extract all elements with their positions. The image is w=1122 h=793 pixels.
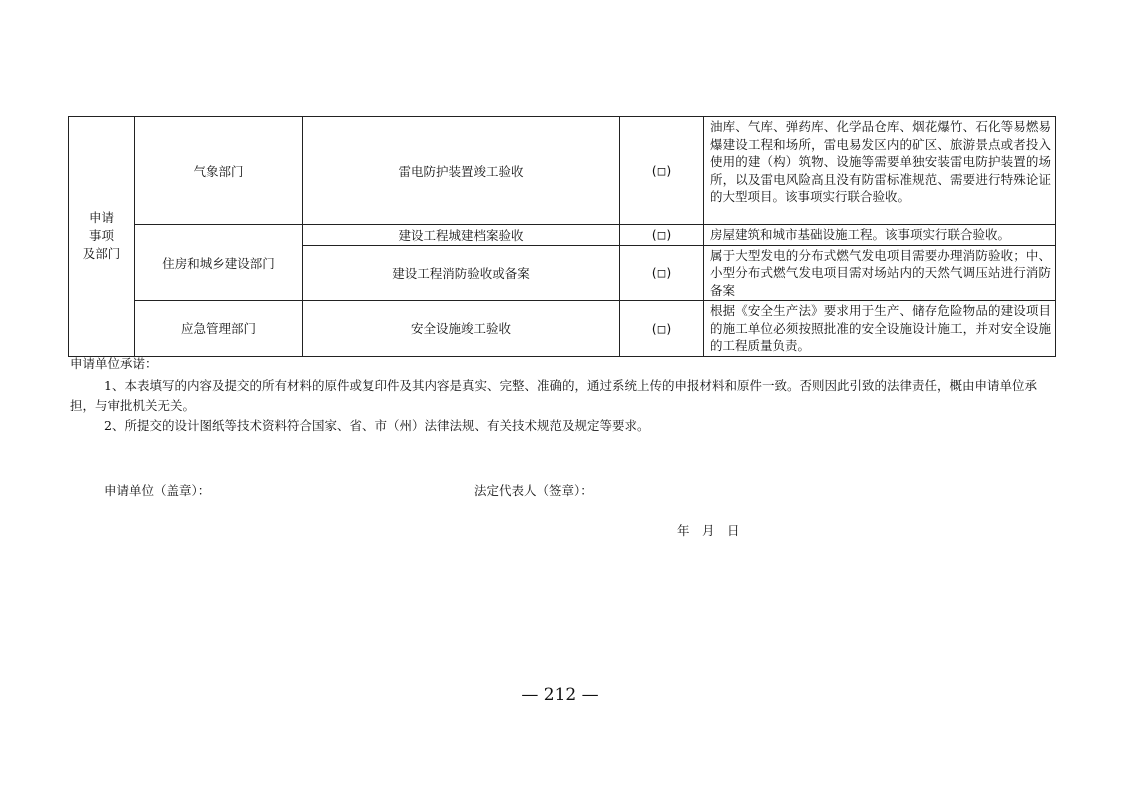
applicant-seal-label: 申请单位（盖章）： — [104, 483, 211, 498]
category-label — [69, 117, 135, 357]
checkbox[interactable]: (□) — [620, 245, 704, 301]
date-label: 年 月 日 — [677, 523, 740, 538]
commitment-title: 申请单位承诺： — [70, 356, 158, 371]
commitment-item-2: 2、所提交的设计图纸等技术资料符合国家、省、市（州）法律法规、有关技术规范及规定等要求。 — [104, 418, 650, 433]
checkbox[interactable]: (□) — [620, 117, 704, 225]
dept-cell: 应急管理部门 — [135, 301, 303, 357]
dept-cell: 住房和城乡建设部门 — [135, 225, 303, 301]
item-cell: 雷电防护装置竣工验收 — [303, 117, 620, 225]
checkbox[interactable]: (□) — [620, 225, 704, 246]
table-row — [69, 301, 1056, 357]
item-cell: 安全设施竣工验收 — [303, 301, 620, 357]
page-number: — 212 — — [521, 685, 599, 705]
category-text: 申请 事项 及部门 — [82, 210, 121, 262]
description-cell: 房屋建筑和城市基础设施工程。该事项实行联合验收。 — [704, 225, 1056, 246]
application-table — [68, 116, 1056, 357]
checkbox[interactable]: (□) — [620, 301, 704, 357]
description-cell: 属于大型发电的分布式燃气发电项目需要办理消防验收；中、小型分布式燃气发电项目需对场站内的天然气调压站进行消防备案 — [704, 245, 1056, 301]
dept-cell: 气象部门 — [135, 117, 303, 225]
table-row — [69, 117, 1056, 225]
item-cell: 建设工程消防验收或备案 — [303, 245, 620, 301]
table-row — [69, 225, 1056, 246]
commitment-item-1: 1、本表填写的内容及提交的所有材料的原件或复印件及其内容是真实、完整、准确的，通过系统上传的申报材料和原件一致。否则因此引致的法律责任，概由申请单位承担，与审批机关无关。 — [70, 378, 1037, 413]
legal-rep-signature-label: 法定代表人（签章）： — [474, 483, 593, 498]
description-cell: 油库、气库、弹药库、化学品仓库、烟花爆竹、石化等易燃易爆建设工程和场所，雷电易发区内的矿区、旅游景点或者投入使用的建（构）筑物、设施等需要单独安装雷电防护装置的场所，以及雷电风险高且没有防雷标准规范、需要进行特殊论证的大型项目。该事项实行联合验收。 — [704, 117, 1056, 225]
description-cell: 根据《安全生产法》要求用于生产、储存危险物品的建设项目的施工单位必须按照批准的安全设施设计施工，并对安全设施的工程质量负责。 — [704, 301, 1056, 357]
item-cell: 建设工程城建档案验收 — [303, 225, 620, 246]
